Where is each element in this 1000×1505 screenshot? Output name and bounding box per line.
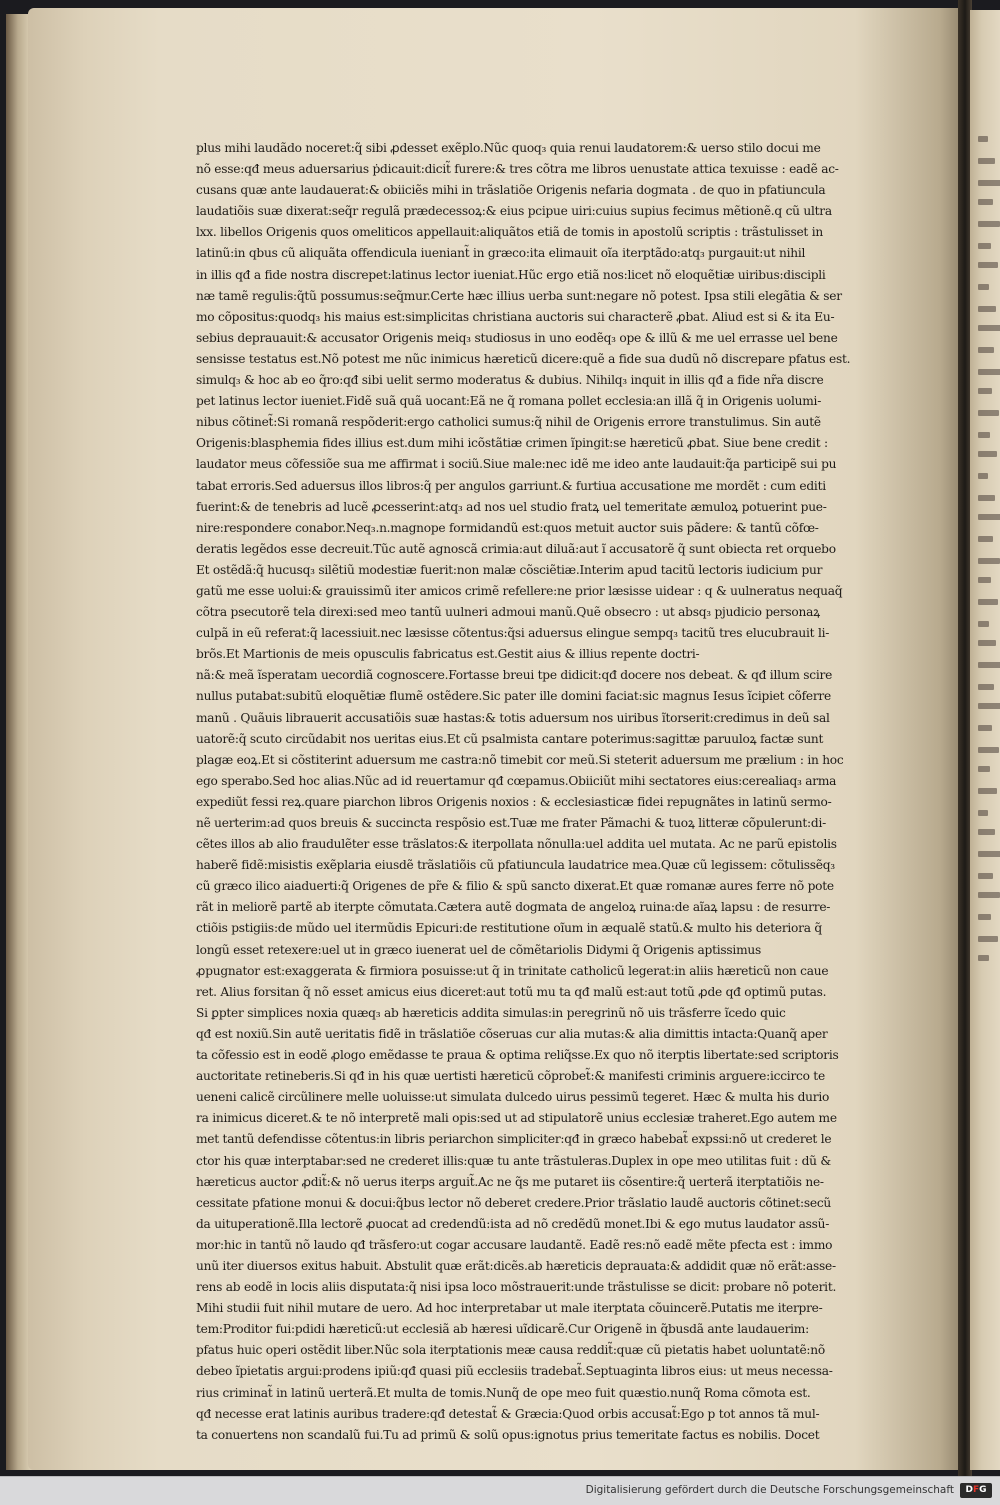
facing-page-text-fragment — [978, 262, 998, 268]
text-line: gatũ me esse uolui:& grauissimũ iter amicos crimẽ refellere:ne prior læsisse uidear : q & uulneratus nequaq̃ — [196, 583, 843, 598]
facing-page-text-fragment — [978, 662, 1000, 668]
page-text — [196, 138, 934, 1446]
text-line: haberẽ fidẽ:misistis exẽplaria eiusdẽ trãslatiõis cũ pfatiuncula laudatrice mea.Quæ cũ legissem: cõtulissẽq₃ — [196, 858, 835, 873]
text-line: ueneni calicẽ circũlinere melle uoluisse:ut simulata dulcedo uirus pessimũ tegeret. Hæc & multa his durio — [196, 1090, 830, 1105]
facing-page-text-fragment — [978, 955, 989, 961]
text-line: sensisse testatus est.Nõ potest me nũc inimicus hæreticũ dicere:quẽ a fide sua dudũ nõ discrepare pfatus est. — [196, 351, 851, 366]
text-line: cõtra psecutorẽ tela direxi:sed meo tantũ uulneri admoui manũ.Quẽ obsecro : ut absq₃ pjudicio personaꝝ — [196, 605, 820, 620]
facing-page-text-fragment — [978, 599, 998, 605]
text-line: qđ necesse erat latinis auribus tradere:qđ detestat̃ & Græcia:Quod orbis accusat̃:Ego p tot annos tã mul- — [196, 1406, 820, 1421]
facing-page-text-fragment — [978, 284, 989, 290]
facing-page-text-fragment — [978, 369, 1000, 375]
facing-page-text-fragment — [978, 684, 994, 690]
facing-page-text-fragment — [978, 936, 998, 942]
facing-page-text-fragment — [978, 199, 993, 205]
facing-page-text-fragment — [978, 577, 991, 583]
text-line: fuerint:& de tenebris ad lucẽ ꝓcesserint:atq₃ ad nos uel studio fratꝝ uel temeritate æmuloꝝ potuerint pue- — [196, 499, 827, 514]
text-line: simulq₃ & hoc ab eo q̃ro:qđ sibi uelit sermo moderatus & dubius. Nihilq₃ inquit in illis qđ a fide nr̃a discre — [196, 373, 824, 388]
text-line: ctiõis pstigiis:de mũdo uel itermũdis Epicuri:de restitutione oĩum in æqualẽ statũ.& multo his deteriora q̃ — [196, 921, 822, 936]
facing-page-text-fragment — [978, 829, 995, 835]
facing-page-text-fragment — [978, 243, 991, 249]
facing-page-text-fragment — [978, 432, 990, 438]
text-line: ctor his quæ interptabar:sed ne crederet illis:quæ tu ante trãstuleras.Duplex in ope meo utilitas fuit : dũ & — [196, 1153, 831, 1168]
facing-page-text-fragment — [978, 766, 990, 772]
text-line: brõs.Et Martionis de meis opusculis fabricatus est.Gestit aius & illius repente doctri- — [196, 647, 700, 662]
text-line: cessitate pfatione monui & docui:q̃bus lector nõ deberet credere.Prior trãslatio laudẽ auctoris cõtinet:secũ — [196, 1195, 832, 1210]
facing-page-text-fragment — [978, 473, 988, 479]
facing-page-text-fragment — [978, 640, 996, 646]
text-line: unũ iter diuersos exitus habuit. Abstulit quæ erãt:dicẽs.ab hæreticis deprauata:& addidit quæ nõ erãt:asse- — [196, 1258, 836, 1273]
facing-page-text-fragment — [978, 851, 1000, 857]
facing-page-text-fragment — [978, 325, 1000, 331]
facing-page-text-fragment — [978, 306, 996, 312]
text-line: uatorẽ:q̃ scuto circũdabit nos ueritas eius.Et cũ psalmista cantare poterimus:sagittæ paruuloꝝ factæ sunt — [196, 731, 824, 746]
text-line: latinũ:in qbus cũ aliquãta offendicula iueniant̃ in græco:ita elimauit oĩa iterptãdo:atq₃ purgauit:ut nihil — [196, 246, 806, 261]
text-line: ret. Alius forsitan q̃ nõ esset amicus eius diceret:aut totũ mu ta qđ malũ est:aut totũ ꝓde qđ optimũ putas. — [196, 984, 827, 999]
facing-page-text-fragment — [978, 388, 992, 394]
text-line: da uituperationẽ.Illa lectorẽ ꝓuocat ad credendũ:ista ad nõ credẽdũ monet.Ibi & ego mutus laudator assũ- — [196, 1216, 830, 1231]
footer-bar — [0, 1476, 1000, 1505]
text-line: nã:& meã ĩsperatam uecordiã cognoscere.Fortasse breui tpe didicit:qđ docere nos debeat. & qđ illum scire — [196, 668, 833, 683]
text-line: auctoritate retineberis.Si qđ in his quæ uertisti hæreticũ cõprobet̃:& manifesti criminis arguere:iccirco te — [196, 1069, 825, 1084]
text-line: mor:hic in tantũ nõ laudo qđ trãsfero:ut cogar accusare laudantẽ. Eadẽ res:nõ eadẽ mẽte pfecta est : immo — [196, 1237, 833, 1252]
text-line: rius criminat̃ in latinũ uerterã.Et multa de tomis.Nunq̃ de ope meo fuit quæstio.nunq̃ Roma cõmota est. — [196, 1385, 811, 1400]
facing-page-text-fragment — [978, 747, 999, 753]
text-line: hæreticus auctor ꝓdit̃:& nõ uerus iterps arguit̃.Ac ne q̃s me putaret iis cõsentire:q̃ uerterã iterptatiõis ne- — [196, 1174, 824, 1189]
text-line: Origenis:blasphemia fides illius est.dum mihi icõstãtiæ crimen ĩpingit:se hæreticũ ꝓbat. Siue bene credit : — [196, 436, 828, 451]
text-line: ꝓpugnator est:exaggerata & firmiora posuisse:ut q̃ in trinitate catholicũ legerat:in aliis hæreticũ non caue — [196, 963, 829, 978]
text-line: pfatus huic operi ostẽdit liber.Nũc sola iterptationis meæ causa reddit̃:quæ cũ pietatis habet uoluntatẽ:nõ — [196, 1343, 825, 1358]
text-line: cẽtes illos ab alio fraudulẽter esse trãslatos:& iterpollata nõnulla:uel addita uel mutata. Ac ne parũ epistolis — [196, 837, 837, 852]
facing-page-text-fragment — [978, 495, 995, 501]
text-line: expediũt fessi reꝝ.quare piarchon libros Origenis noxios : & ecclesiasticæ fidei repugnãtes in latinũ sermo- — [196, 794, 832, 809]
text-line: nire:respondere conabor.Neq₃.n.magnope formidandũ est:quos metuit auctor suis pãdere: & tantũ cõfœ- — [196, 520, 819, 535]
text-line: plagæ eoꝝ.Et si cõstiterint aduersum me castra:nõ timebit cor meũ.Si steterit aduersum me prælium : in hoc — [196, 752, 844, 767]
facing-page-text-fragment — [978, 347, 994, 353]
facing-page-text-fragment — [978, 410, 999, 416]
text-line: laudator meus cõfessiõe sua me affirmat i sociũ.Siue male:nec idẽ me ideo ante laudauit:q̃a participẽ sui pu — [196, 457, 837, 472]
text-line: ta cõfessio est in eodẽ ꝓlogo emẽdasse te praua & optima reliq̃sse.Ex quo nõ iterptis libertate:sed scriptoris — [196, 1048, 839, 1063]
facing-page-text-fragment — [978, 158, 995, 164]
text-line: tabat erroris.Sed aduersus illos libros:q̃ per angulos garriunt.& furtiua accusatione me mordẽt : cum editi — [196, 478, 826, 493]
text-line: qđ est noxiũ.Sin autẽ ueritatis fidẽ in trãslatiõe cõseruas cur alia mutas:& alia dimittis intacta:Quanq̃ aper — [196, 1026, 828, 1041]
text-line: Si ꝑpter simplices noxia quæq₃ ab hæreticis addita simulas:in peregrinũ nõ uis trãsferre ĩcedo quic — [196, 1005, 786, 1020]
facing-page-text-fragment — [978, 514, 1000, 520]
text-line: Et ostẽdã:q̃ hucusq₃ silẽtiũ modestiæ fuerit:non malæ cõsciẽtiæ.Interim apud tacitũ lectoris iudicium pur — [196, 562, 823, 577]
facing-page-text-fragment — [978, 180, 1000, 186]
text-line: rens ab eodẽ in locis aliis disputata:q̃ nisi ipsa loco mõstrauerit:unde trãstulisse se dicit: probare nõ poterit. — [196, 1280, 837, 1295]
text-line: ego sperabo.Sed hoc alias.Nũc ad id reuertamur qđ cœpamus.Obiiciũt mihi sectatores eius:cerealiaq₃ arma — [196, 773, 837, 788]
facing-page-text-fragment — [978, 136, 988, 142]
text-line: debeo ĩpietatis argui:prodens ipiũ:qđ quasi piũ ecclesiis tradebat̃.Septuaginta libros eius: ut meus necessa- — [196, 1364, 833, 1379]
text-line: cusans quæ ante laudauerat:& obiiciẽs mihi in trãslatiõe Origenis nefaria dogmata . de quo in pfatiuncula — [196, 183, 826, 198]
text-line: longũ esset retexere:uel ut in græco iuenerat uel de cõmẽtariolis Didymi q̃ Origenis aptissimus — [196, 942, 761, 957]
text-line: sebius deprauauit:& accusator Origenis meiq₃ studiosus in uno eodẽq₃ ope & illũ & me uel errasse uel bene — [196, 330, 838, 345]
facing-page-edge — [970, 10, 1000, 1470]
text-line: in illis qđ a fide nostra discrepet:latinus lector iueniat.Hũc ergo etiã nos:licet nõ eloquẽtiæ uiribus:discipli — [196, 267, 826, 282]
text-line: ta conuertens non scandalũ fui.Tu ad primũ & solũ opus:ignotus prius temeritate factus es nobilis. Docet — [196, 1427, 820, 1442]
text-line: nẽ uerterim:ad quos breuis & succincta respõsio est.Tuæ me frater Pãmachi & tuoꝝ litteræ cõpulerunt:di- — [196, 816, 826, 830]
text-line: met tantũ defendisse cõtentus:in libris periarchon simpliciter:qđ in græco habebat̃ expssi:nõ ut crederet le — [196, 1132, 832, 1147]
text-line: laudatiõis suæ dixerat:seq̃r regulã prædecessoꝝ:& eius pcipue uiri:cuius supius fecimus mẽtionẽ.q cũ ultra — [196, 204, 832, 219]
facing-page-text-fragment — [978, 810, 988, 816]
text-line: ra inimicus diceret.& te nõ interpretẽ mali opis:sed ut ad stipulatorẽ unius ecclesiæ traheret.Ego autem me — [196, 1111, 837, 1126]
facing-page-text-fragment — [978, 703, 1000, 709]
facing-page-text-fragment — [978, 536, 993, 542]
facing-page-text-fragment — [978, 914, 991, 920]
text-line: manũ . Quãuis librauerit accusatiõis suæ hastas:& totis aduersum nos uiribus ĩtorserit:credimus in deũ sal — [196, 710, 830, 725]
text-line: culpã in eũ referat:q̃ lacessiuit.nec læsisse cõtentus:q̃si aduersus elingue sempq₃ tacitũ tres elucubrauit li- — [196, 626, 830, 641]
facing-page-text-fragment — [978, 892, 1000, 898]
dfg-logo: DFG — [960, 1483, 992, 1498]
text-line: tem:Proditor fui:pdidi hæreticũ:ut ecclesiã ab hæresi uĩdicarẽ.Cur Origenẽ in q̃busdã ante laudauerim: — [196, 1322, 809, 1337]
text-line: plus mihi laudãdo noceret:q̃ sibi ꝓdesset exẽplo.Nũc quoq₃ quia renui laudatorem:& uerso stilo docui me — [196, 141, 821, 155]
text-line: nõ esse:qđ meus aduersarius ṗdicauit:dicit̃ furere:& tres cõtra me libros uenustate attica texuisse : eadẽ ac- — [196, 162, 839, 177]
text-line: cũ græco ilico aiaduerti:q̃ Origenes de pr̃e & filio & spũ sancto dixerat.Et quæ romanæ aures ferre nõ pote — [196, 879, 834, 894]
text-line: lxx. libellos Origenis quos omeliticos appellauit:aliquãtos etiã de tomis in apostolũ scriptis : trãstulisset in — [196, 225, 823, 240]
facing-page-text-fragment — [978, 221, 1000, 227]
facing-page-text-fragment — [978, 873, 993, 879]
facing-page-text-fragment — [978, 725, 992, 731]
text-line: nullus putabat:subitũ eloquẽtiæ flumẽ ostẽdere.Sic pater ille domini faciat:sic magnus Iesus ĩcipiet cõferre — [196, 689, 831, 704]
text-line: deratis legẽdos esse decreuit.Tũc autẽ agnoscã crimia:aut diluã:aut ĩ accusatorẽ q̃ sunt obiecta ret orquebo — [196, 541, 836, 556]
facing-page-text-fragment — [978, 558, 1000, 564]
text-line: næ tamẽ regulis:q̃tũ possumus:seq̃mur.Certe hæc illius uerba sunt:negare nõ potest. Ipsa stili elegãtia & ser — [196, 288, 842, 303]
facing-page-text-fragment — [978, 451, 997, 457]
text-line: rãt in meliorẽ partẽ ab iterpte cõmutata.Cætera autẽ dogmata de angeloꝝ ruina:de aĩaꝝ lapsu : de resurre- — [196, 900, 831, 915]
text-line: nibus cõtinet̃:Si romanã respõderit:ergo catholici sumus:q̃ nihil de Origenis errore transtulimus. Sin autẽ — [196, 415, 821, 430]
text-line: Mihi studii fuit nihil mutare de uero. Ad hoc interpretabar ut male iterptata cõuincerẽ.Putatis me iterpre- — [196, 1301, 823, 1316]
facing-page-text-fragment — [978, 621, 989, 627]
facing-page-text-fragment — [978, 788, 997, 794]
text-line: pet latinus lector iueniet.Fidẽ suã quã uocant:Eã ne q̃ romana pollet ecclesia:an illã q̃ in Origenis uolumi- — [196, 394, 822, 409]
footer-credit: Digitalisierung gefördert durch die Deutsche Forschungsgemeinschaft — [585, 1484, 954, 1496]
text-line: mo cõpositus:quodq₃ his maius est:simplicitas christiana auctoris sui characterẽ ꝓbat. Aliud est si & ita Eu- — [196, 309, 835, 324]
